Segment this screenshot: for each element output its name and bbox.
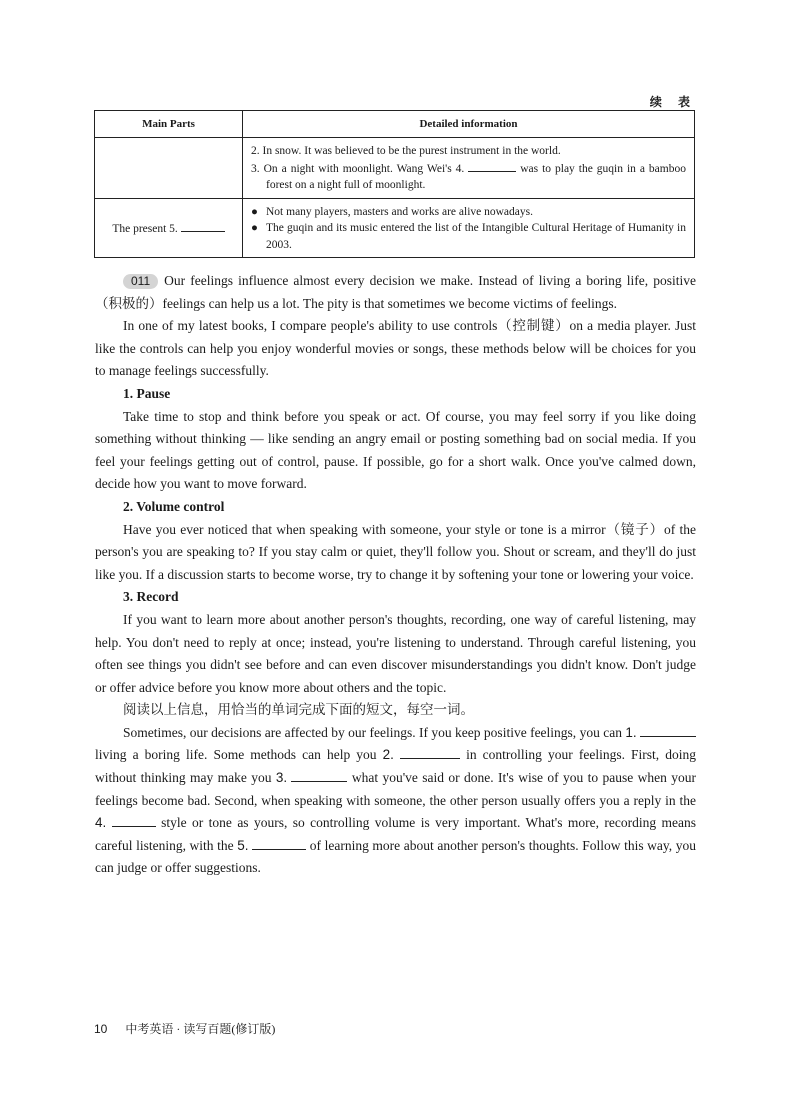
header-detailed-info: Detailed information [243, 111, 695, 138]
paragraph-1-text: Our feelings influence almost every decision we make. Instead of living a boring life, positive（积极的）feelings can help us a lot. The pity is that sometimes we become victims of feelings. [95, 273, 696, 311]
row1-left-empty [95, 138, 243, 199]
question-number-tag: 011 [123, 274, 158, 289]
row1-item-3-rest: was to play the guqin in a bamboo forest on a night full of moonlight. [266, 162, 686, 191]
summary-paragraph [95, 722, 696, 880]
row2-bullet-2 [251, 220, 686, 253]
row2-bullet-1-text: Not many players, masters and works are alive nowadays. [266, 205, 533, 218]
summary-text-2: in controlling your feelings. First, doing without thinking may make you [95, 747, 697, 786]
header-main-parts: Main Parts [95, 111, 243, 138]
row1-item-3-text: 3. On a night with moonlight. Wang Wei's 4. [251, 162, 465, 175]
row2-left [95, 198, 243, 258]
blank-4[interactable] [112, 815, 156, 827]
paragraph-2: In one of my latest books, I compare people's ability to use controls（控制键）on a media player. Just like the controls can help you enjoy wonderful movies or songs, these methods below will be choices for you to manage feelings successfully. [95, 318, 696, 379]
blank-2[interactable] [400, 747, 460, 759]
blank-4-table[interactable] [468, 160, 516, 172]
row2-left-text: The present 5. [112, 223, 178, 236]
paragraph-5: If you want to learn more about another person's thoughts, recording, one way of careful listening, may help. You don't need to reply at once; instead, you're listening to understand. Through careful listening, you often see things you didn't see before and can even discover misunderstandings you didn't know. Don't judge or offer advice before you know more about others and the topic. [95, 611, 696, 695]
row2-bullet-2-text: The guqin and its music entered the list of the Intangible Cultural Heritage of Humanity in 2003. [266, 222, 686, 251]
info-table [94, 110, 695, 258]
row2-details [243, 198, 695, 258]
continued-label: 续 表 [649, 95, 696, 109]
row1-item-3 [251, 160, 686, 194]
bullet-dot-icon: ● [251, 205, 258, 218]
blank-3-number: 3. [275, 770, 288, 786]
blank-4-number: 4. [95, 815, 107, 831]
heading-volume-control: 2. Volume control [123, 498, 225, 514]
table-header-row [95, 111, 695, 138]
bullet-dot-icon: ● [251, 222, 258, 234]
page-footer [94, 1020, 275, 1037]
blank-1[interactable] [640, 725, 696, 737]
blank-3[interactable] [291, 770, 347, 782]
task-instruction: 阅读以上信息，用恰当的单词完成下面的短文，每空一词。 [123, 702, 474, 718]
table-row [95, 198, 695, 258]
table-row [95, 138, 695, 199]
summary-text-4: style or tone as yours, so controlling volume is very important. What's more, recording means careful listening, with the [95, 815, 697, 853]
summary-text-1: living a boring life. Some methods can help you [95, 747, 377, 763]
page-number: 10 [94, 1022, 108, 1036]
passage [95, 270, 696, 880]
paragraph-4: Have you ever noticed that when speaking with someone, your style or tone is a mirror（镜子）of the person's you are speaking to? If you stay calm or quiet, they'll follow you. Shout or scream, and they'll do just like you. If a discussion starts to become worse, try to change it by softening your tone or lowering your voice. [95, 521, 696, 582]
blank-1-number: 1. [625, 724, 637, 740]
row2-bullet-1 [251, 204, 686, 221]
summary-text-3: what you've said or done. It's wise of you to pause when your feelings become bad. Second, when speaking with someone, the other person usually offers you a reply in the [95, 770, 696, 808]
heading-pause: 1. Pause [123, 385, 171, 401]
summary-text-5: of learning more about another person's thoughts. Follow this way, you can judge or offer suggestions. [95, 837, 697, 876]
blank-5-number: 5. [237, 837, 249, 853]
row1-item-2: 2. In snow. It was believed to be the purest instrument in the world. [251, 145, 561, 157]
blank-5-table[interactable] [181, 220, 225, 232]
blank-2-number: 2. [382, 747, 394, 763]
paragraph-1 [95, 270, 696, 315]
summary-text-0: Sometimes, our decisions are affected by our feelings. If you keep positive feelings, you can [123, 724, 622, 740]
heading-record: 3. Record [123, 589, 179, 605]
row1-details [243, 138, 695, 199]
paragraph-3: Take time to stop and think before you speak or act. Of course, you may feel sorry if you like doing something without thinking — like sending an angry email or posting something bad on social media. If you feel your feelings getting out of control, pause. If possible, go for a short walk. Once you've calmed down, decide how you want to move forward. [95, 408, 696, 492]
book-title: 中考英语 · 读写百题(修订版) [125, 1022, 276, 1036]
blank-5[interactable] [252, 838, 306, 850]
